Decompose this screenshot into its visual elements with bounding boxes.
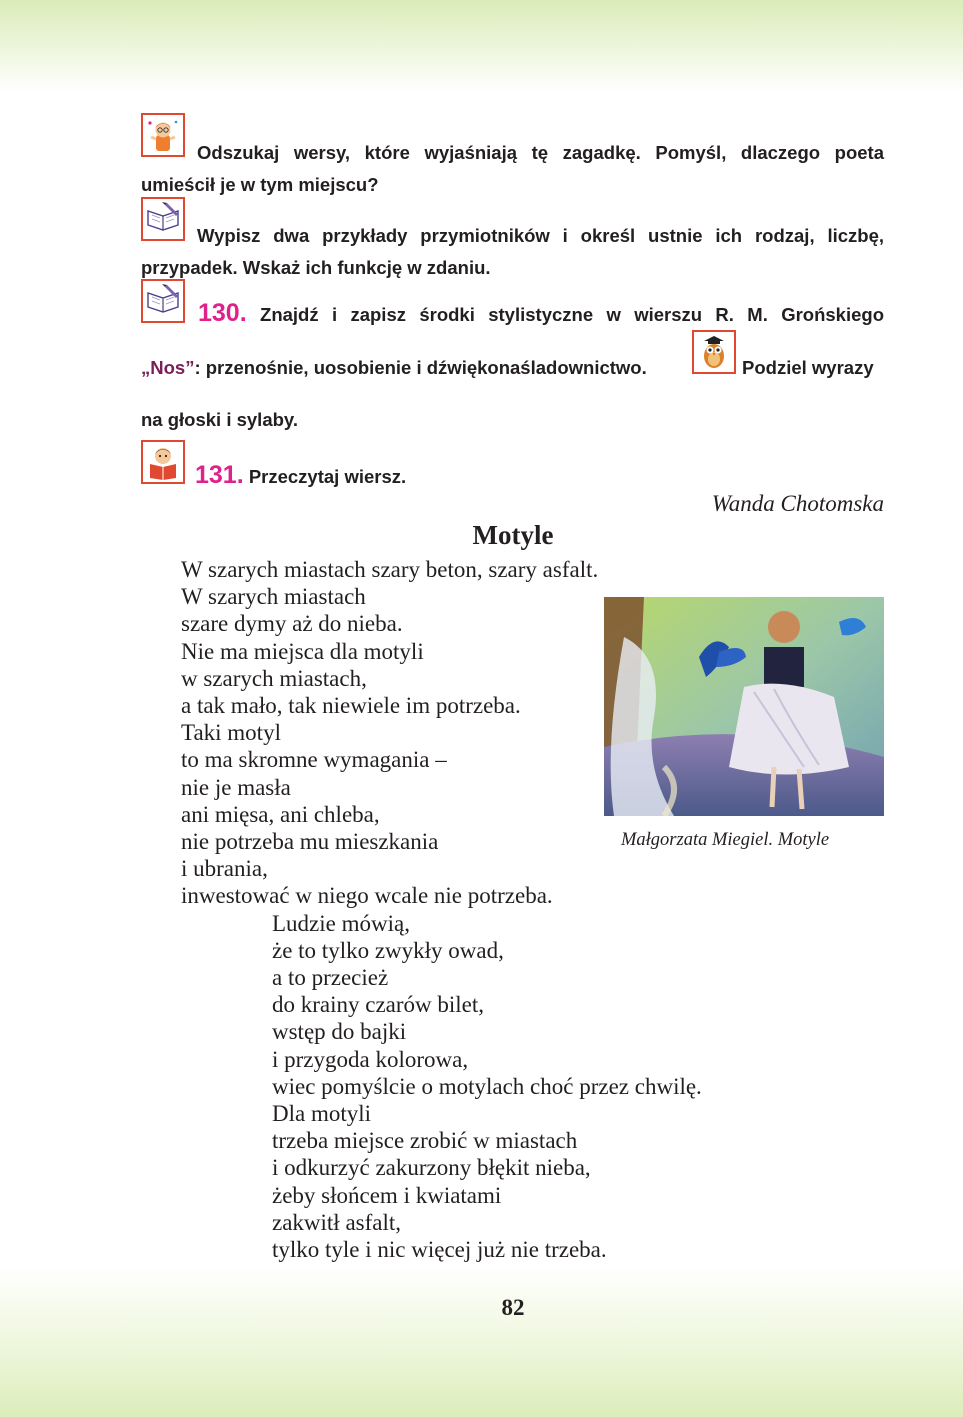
- task-130-line-2: [141, 352, 686, 384]
- task-number-131: 131.: [195, 461, 244, 489]
- butterflies-painting: [604, 597, 884, 816]
- poem-line: wiec pomyślcie o motylach choć przez chwilę.: [272, 1073, 702, 1099]
- task-130-split-words: Podziel wyrazy: [742, 357, 874, 378]
- poem-line: trzeba miejsce zrobić w miastach: [272, 1128, 578, 1154]
- task-number-130: 130.: [198, 299, 247, 327]
- poem-line: ani mięsa, ani chleba,: [181, 801, 380, 827]
- poem-title: Motyle: [472, 520, 554, 550]
- page-footer-band: [0, 1265, 963, 1417]
- poem-line: szare dymy aż do nieba.: [181, 611, 403, 637]
- task-131-instruction: Przeczytaj wiersz.: [248, 466, 407, 487]
- poem-line: inwestować w niego wcale nie potrzeba.: [181, 883, 553, 909]
- poem-line: nie je masła: [181, 774, 291, 800]
- task-1-instruction: Odszukaj wersy, które wyjaśniają tę zagadkę. Pomyśl, dlaczego poeta umieścił je w tym miejscu?: [141, 142, 884, 195]
- poem-line: że to tylko zwykły owad,: [272, 937, 504, 963]
- owl-icon: [692, 330, 736, 374]
- poem-line: i ubrania,: [181, 856, 268, 882]
- poem-line: wstęp do bajki: [272, 1019, 407, 1045]
- poem-line: do krainy czarów bilet,: [272, 992, 485, 1018]
- poem-line: to ma skromne wymagania –: [181, 747, 447, 773]
- poem-line: W szarych miastach szary beton, szary asfalt.: [181, 557, 599, 582]
- page-header-band: [0, 0, 963, 92]
- page-number: 82: [501, 1295, 525, 1320]
- task-130-line-3: [141, 404, 884, 436]
- poem-line: zakwitł asfalt,: [272, 1209, 402, 1235]
- poem-line: Ludzie mówią,: [272, 910, 410, 936]
- task-2-instruction: Wypisz dwa przykłady przymiotników i określ ustnie ich rodzaj, liczbę, przypadek. Wskaż ich funkcję w zdaniu.: [141, 225, 884, 278]
- poem-line: nie potrzeba mu mieszkania: [181, 829, 439, 855]
- reading-child-icon: [141, 440, 185, 484]
- poem-line: żeby słońcem i kwiatami: [272, 1182, 502, 1208]
- task-130-line-1: [198, 297, 884, 331]
- painting-caption: Małgorzata Miegiel. Motyle: [621, 830, 830, 850]
- poem-line: i przygoda kolorowa,: [272, 1046, 469, 1072]
- poem-line: Taki motyl: [181, 720, 281, 746]
- book-and-pen-icon: [141, 279, 185, 323]
- poem-line: Dla motyli: [272, 1101, 372, 1127]
- task-130-devices: : przenośnie, uosobienie i dźwiękonaśladownictwo.: [194, 357, 647, 378]
- task-2-text: [141, 220, 884, 284]
- poem-line: Nie ma miejsca dla motyli: [181, 638, 424, 664]
- task-1-text: [141, 137, 884, 201]
- poem-line: i odkurzyć zakurzony błękit nieba,: [272, 1155, 591, 1181]
- task-130-line-2b: [742, 352, 884, 384]
- poem-line: w szarych miastach,: [181, 665, 367, 691]
- poem-line: W szarych miastach: [181, 584, 366, 610]
- task-130-instruction: Znajdź i zapisz środki stylistyczne w wierszu R. M. Grońskiego: [260, 304, 884, 325]
- poem-line: a tak mało, tak niewiele im potrzeba.: [181, 693, 521, 719]
- task-130-split-words-cont: na głoski i sylaby.: [141, 409, 298, 430]
- poem-title-nos: „Nos”: [141, 357, 195, 378]
- poem-line: tylko tyle i nic więcej już nie trzeba.: [272, 1237, 607, 1263]
- task-131-text: [195, 459, 884, 493]
- poem-line: a to przecież: [272, 965, 389, 991]
- poem-author: Wanda Chotomska: [711, 491, 884, 516]
